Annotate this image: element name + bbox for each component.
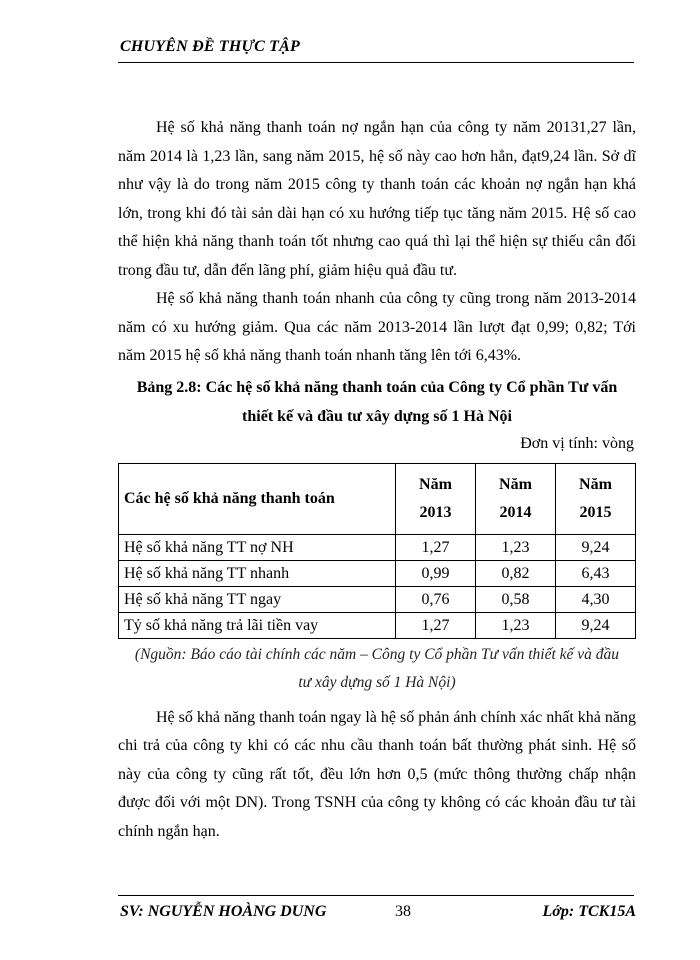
column-header-2015 (556, 463, 636, 534)
table-row (119, 612, 636, 638)
header-title: CHUYÊN ĐỀ THỰC TẬP (120, 38, 301, 55)
cell-value: 6,43 (556, 560, 636, 586)
table-row (119, 560, 636, 586)
year-value: 2014 (499, 503, 532, 521)
column-header-2014 (476, 463, 556, 534)
paragraph-quick-ratio: Hệ số khả năng thanh toán nhanh của công ty cũng trong năm 2013-2014 năm có xu hướng giảm. Qua các năm 2013-2014 lần lượt đạt 0,99; 0,82; Tới năm 2015 hệ số khả năng thanh toán nhanh tăng lên tới 6,43%. (118, 290, 636, 364)
page-number: 38 (395, 903, 411, 920)
header-divider (118, 62, 634, 63)
year-value: 2015 (579, 503, 612, 521)
column-header-2013 (396, 463, 476, 534)
row-label: Hệ số khả năng TT ngay (119, 586, 396, 612)
row-label: Hệ số khả năng TT nhanh (119, 560, 396, 586)
footer-divider (118, 895, 634, 896)
table-caption-line-1: Bảng 2.8: Các hệ số khả năng thanh toán của Công ty Cổ phần Tư vấn (136, 378, 618, 396)
cell-value: 0,76 (396, 586, 476, 612)
year-value: 2013 (419, 503, 452, 521)
cell-value: 1,27 (396, 534, 476, 560)
paragraph-cash-ratio: Hệ số khả năng thanh toán ngay là hệ số phản ánh chính xác nhất khả năng chi trả của công ty khi có các nhu cầu thanh toán bất thường phát sinh. Hệ số này của công ty cũng rất tốt, đều lớn hơn 0,5 (mức thông thường chấp nhận được đối với một DN). Trong TSNH của công ty không có các khoản đầu tư tài chính ngắn hạn. (118, 708, 636, 840)
cell-value: 1,23 (476, 612, 556, 638)
table-caption-line-2: thiết kế và đầu tư xây dựng số 1 Hà Nội (242, 407, 512, 425)
table-source-note (118, 641, 636, 697)
column-header-ratio-name: Các hệ số khả năng thanh toán (119, 463, 396, 534)
source-line-1: (Nguồn: Báo cáo tài chính các năm – Công ty Cổ phần Tư vấn thiết kế và đầu (134, 645, 620, 663)
cell-value: 0,58 (476, 586, 556, 612)
row-label: Tỷ số khả năng trả lãi tiền vay (119, 612, 396, 638)
liquidity-ratios-table (118, 463, 636, 639)
footer-class: Lớp: TCK15A (542, 903, 636, 920)
table-caption (118, 373, 636, 431)
cell-value: 9,24 (556, 534, 636, 560)
source-line-2: tư xây dựng số 1 Hà Nội) (298, 673, 456, 691)
year-word: Năm (579, 475, 612, 493)
year-word: Năm (419, 475, 452, 493)
footer-student-name: SV: NGUYỄN HOÀNG DUNG (120, 903, 327, 920)
cell-value: 0,82 (476, 560, 556, 586)
cell-value: 9,24 (556, 612, 636, 638)
year-word: Năm (499, 475, 532, 493)
cell-value: 1,23 (476, 534, 556, 560)
table-header-row (119, 463, 636, 534)
cell-value: 0,99 (396, 560, 476, 586)
table-row (119, 586, 636, 612)
page-content (118, 114, 636, 846)
cell-value: 4,30 (556, 586, 636, 612)
table-row (119, 534, 636, 560)
table-unit: Đơn vị tính: vòng (520, 434, 634, 452)
cell-value: 1,27 (396, 612, 476, 638)
paragraph-short-term-ratio: Hệ số khả năng thanh toán nợ ngắn hạn của công ty năm 20131,27 lần, năm 2014 là 1,23 lần, sang năm 2015, hệ số này cao hơn hẳn, đạt9,24 lần. Sở dĩ như vậy là do trong năm 2015 công ty thanh toán các khoản nợ ngắn hạn khá lớn, trong khi đó tài sản dài hạn có xu hướng tiếp tục tăng năm 2015. Hệ số cao thể hiện khả năng thanh toán tốt nhưng cao quá thì lại thể hiện sự thiếu cân đối trong đầu tư, dẫn đến lãng phí, giảm hiệu quả đầu tư. (118, 119, 636, 279)
row-label: Hệ số khả năng TT nợ NH (119, 534, 396, 560)
